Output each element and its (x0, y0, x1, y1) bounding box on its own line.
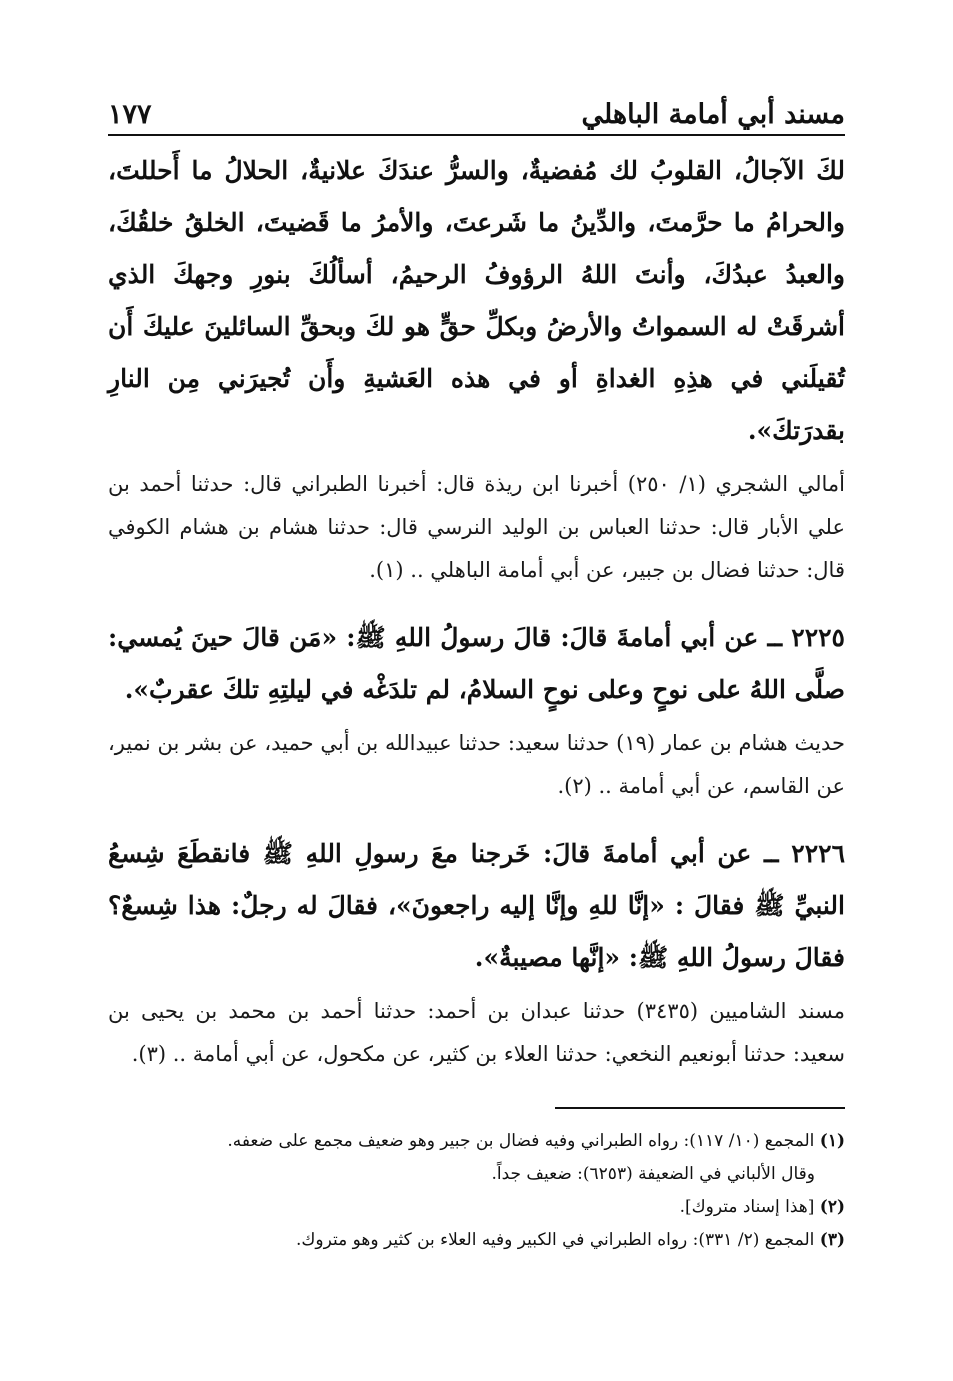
hadith-number: ٢٢٢٥ (791, 623, 845, 652)
hadith-text: ٢٢٢٥ ــ عن أبي أمامةَ قالَ: قالَ رسولُ اللهِ ﷺ: «مَن قالَ حينَ يُمسي: صلَّى اللهُ على نوحٍ وعلى نوحٍ السلامُ، لم تلدَغْه في ليلتِهِ تلكَ عقربٌ». (108, 623, 845, 704)
footnote-2: (٢) [هذا إسناد متروك]. (679, 1197, 845, 1217)
hadith-text: ٢٢٢٦ ــ عن أبي أمامةَ قالَ: خَرجنا معَ رسولِ اللهِ ﷺ فانقطَعَ شِسعُ النبيِّ ﷺ فقالَ : «إنَّا للهِ وإنَّا إليه راجعونَ»، فقالَ له رجلٌ: هذا شِسعٌ؟ فقالَ رسولُ اللهِ ﷺ: «إنَّها مصيبةٌ». (108, 839, 845, 972)
footnote-1-continuation: وقال الألباني في الضعيفة (٦٢٥٣): ضعيف جداً. (491, 1164, 815, 1184)
hadith-text: لكَ الآجالُ، القلوبُ لك مُفضيةٌ، والسرُّ عندَكَ علانيةٌ، الحلالُ ما أَحللتَ، والحرامُ ما حرَّمتَ، والدِّينُ ما شَرعتَ، والأمرُ ما قَضيتَ، الخلقُ خلقُكَ، والعبدُ عبدُكَ، وأنتَ اللهُ الرؤوفُ الرحيمُ، أسألُكَ بنورِ وجهكَ الذي أشرقَتْ له السمواتُ والأرضُ وبكلِّ حقٍّ هو لكَ وبحقِّ السائلينَ عليكَ أَن تُقيلَني في هذِهِ الغداةِ أو في هذه العَشيةِ وأَن تُجيرَني مِن النارِ بقدرَتكَ». (108, 156, 845, 445)
hadith-block (108, 145, 845, 592)
hadith-block-2226 (108, 828, 845, 1076)
running-title: مسند أبي أمامة الباهلي (581, 99, 845, 130)
footnote-3: (٣) المجمع (٢/ ٣٣١): رواه الطبراني في الكبير وفيه العلاء بن كثير وهو متروك. (295, 1230, 845, 1250)
page-number: ١٧٧ (108, 99, 152, 130)
hadith-block-2225 (108, 612, 845, 808)
hadith-number: ٢٢٢٦ (791, 839, 845, 868)
footnotes (108, 1125, 845, 1257)
page-body (108, 145, 845, 1096)
footnote-divider (555, 1107, 845, 1109)
page-header (108, 78, 845, 136)
footnote-1: (١) المجمع (١٠/ ١١٧): رواه الطبراني وفيه فضال بن جبير وهو ضعيف مجمع على ضعفه. (227, 1131, 845, 1151)
hadith-source: أمالي الشجري (١/ ٢٥٠) أخبرنا ابن ريذة قال: أخبرنا الطبراني قال: حدثنا أحمد بن علي الأبار قال: حدثنا العباس بن الوليد النرسي قال: حدثنا هشام بن هشام الكوفي قال: حدثنا فضال بن جبير، عن أبي أمامة الباهلي .. (١). (108, 472, 845, 582)
hadith-source: مسند الشاميين (٣٤٣٥) حدثنا عبدان بن أحمد: حدثنا أحمد بن محمد بن يحيى بن سعيد: حدثنا أبونعيم النخعي: حدثنا العلاء بن كثير، عن مكحول، عن أبي أمامة .. (٣). (108, 999, 845, 1066)
hadith-source: حديث هشام بن عمار (١٩) حدثنا سعيد: حدثنا عبيدالله بن أبي حميد، عن بشر بن نمير، عن القاسم، عن أبي أمامة .. (٢). (108, 731, 845, 798)
